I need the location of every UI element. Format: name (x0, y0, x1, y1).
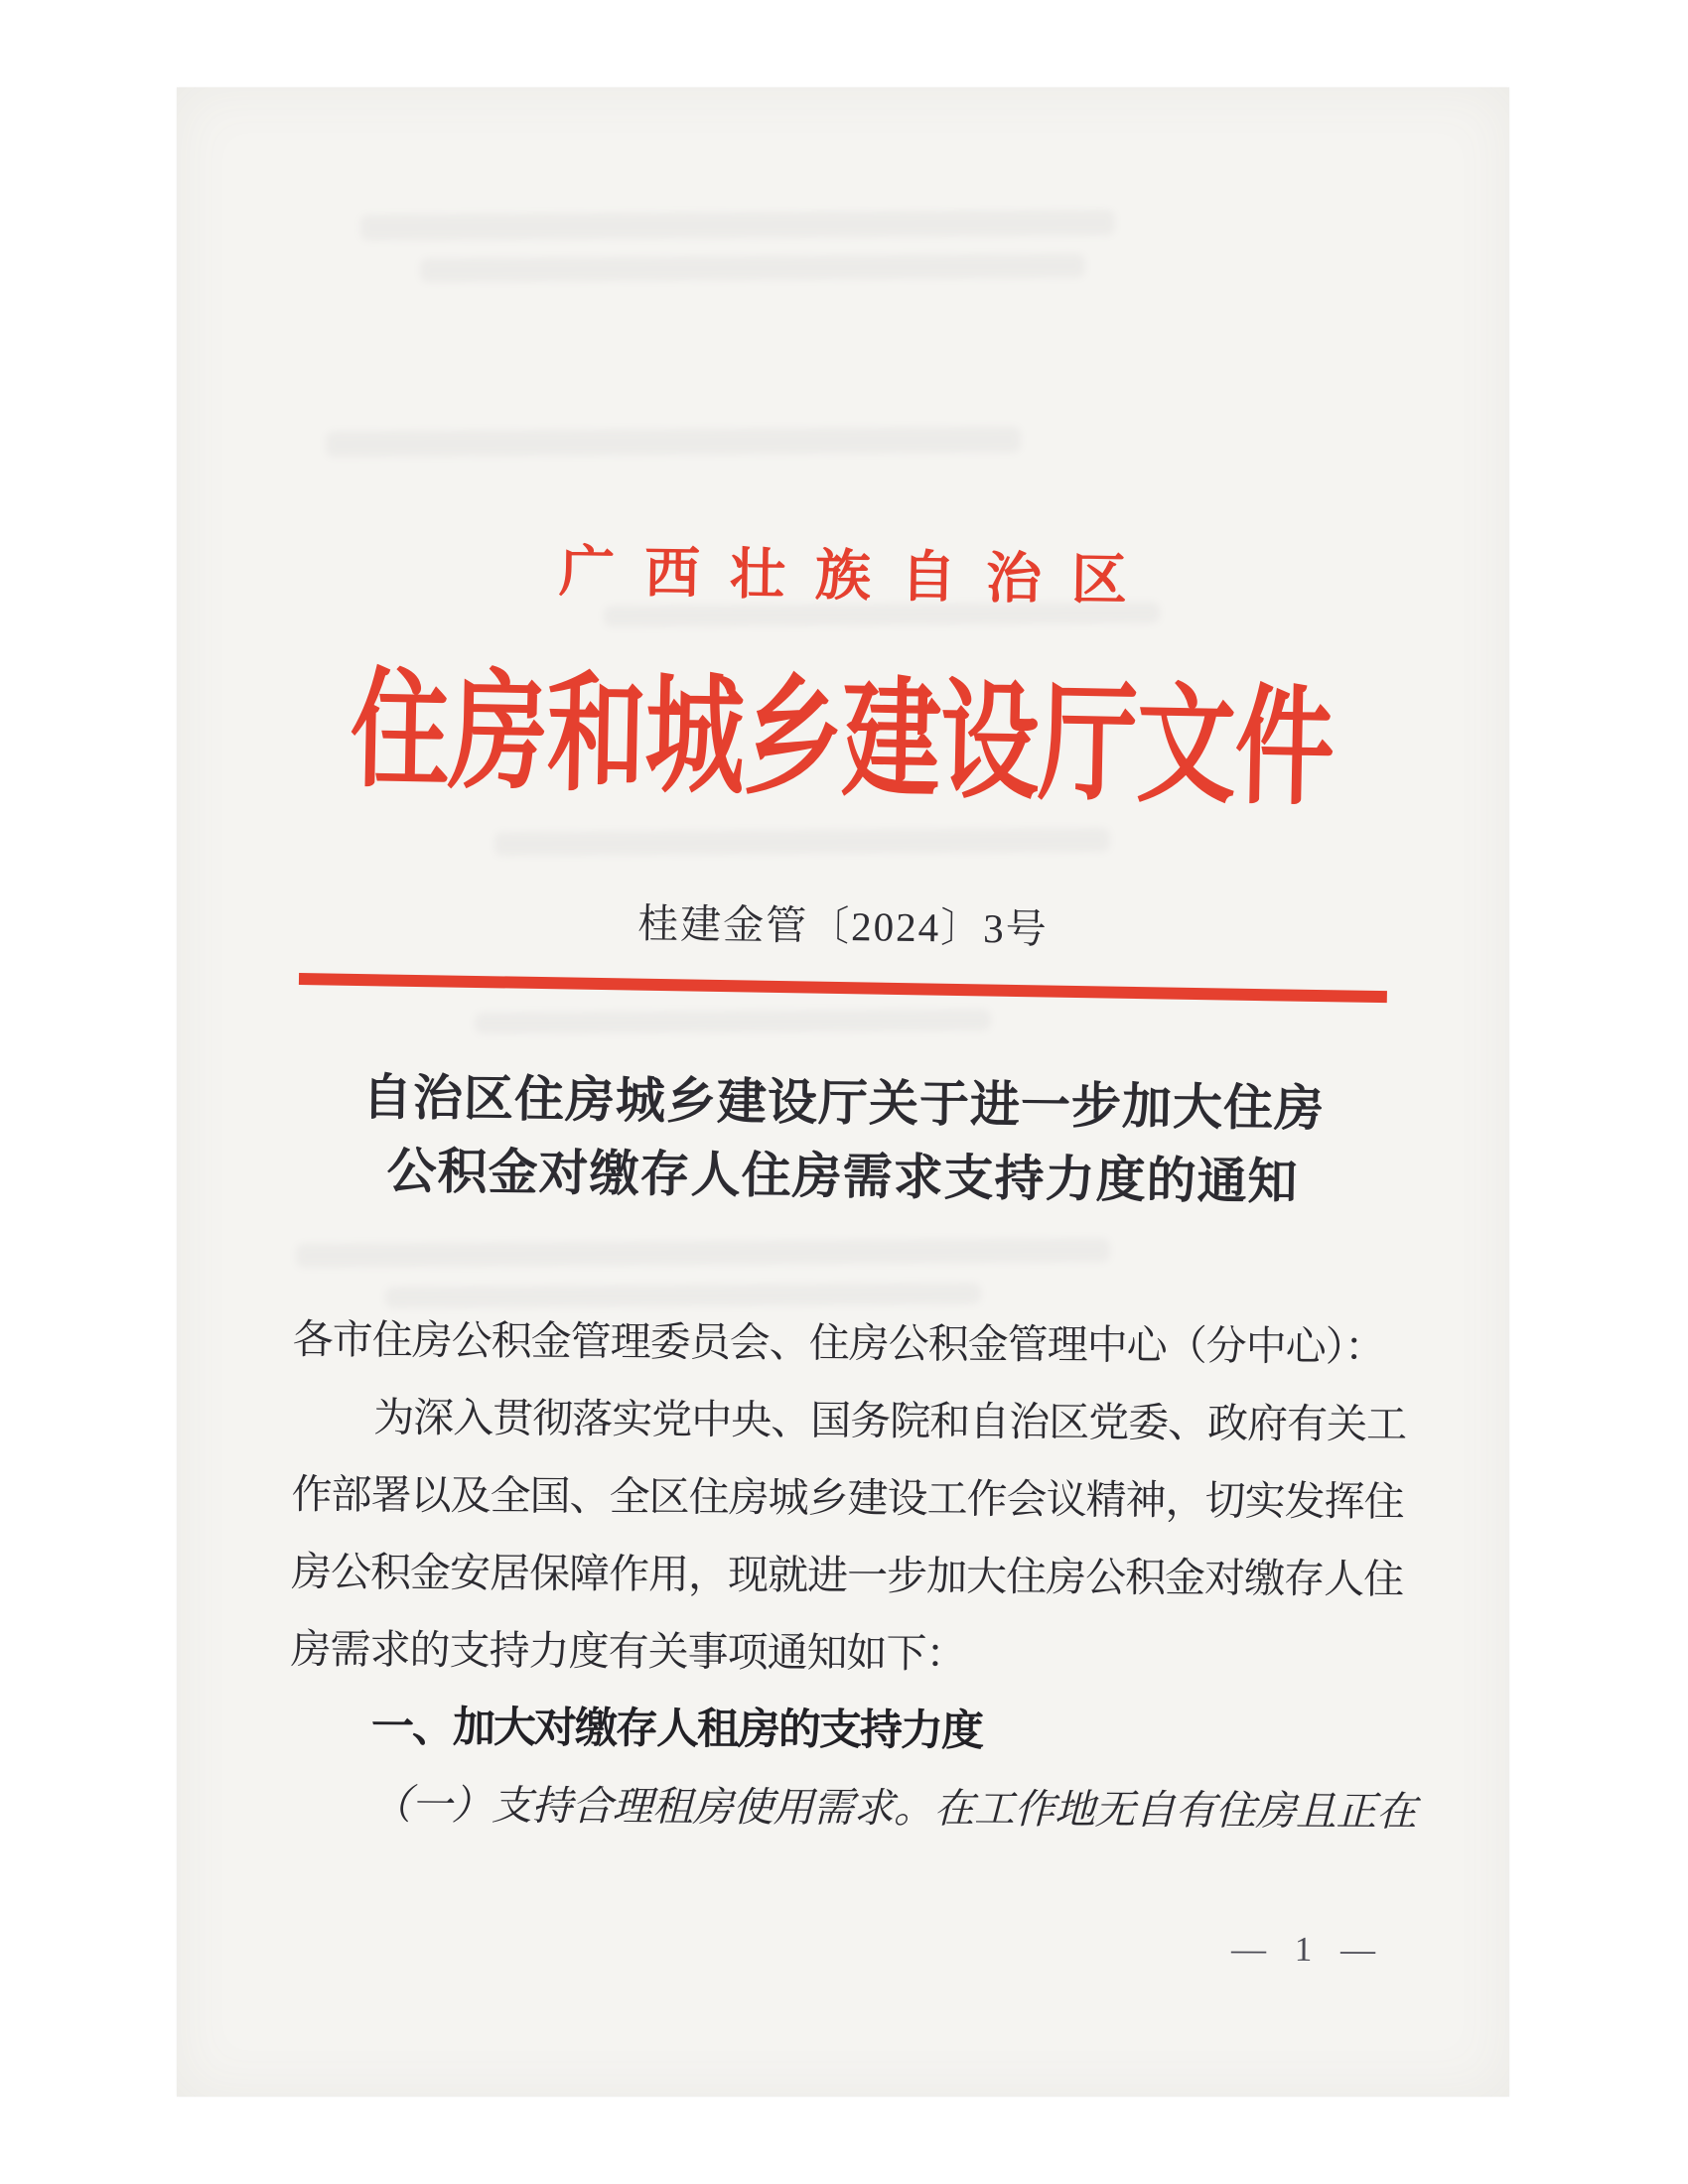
notice-body (289, 1300, 1425, 1850)
bleedthrough-artifact (494, 828, 1110, 856)
body-line: 为深入贯彻落实党中央、国务院和自治区党委、政府有关工 (373, 1394, 1407, 1447)
bleedthrough-artifact (296, 1238, 1110, 1268)
scanned-document-page (177, 87, 1509, 2097)
issuing-region-name: 广西壮族自治区 (558, 541, 1158, 613)
document-reference-number: 桂建金管〔2024〕3号 (636, 900, 1050, 952)
bleedthrough-artifact (475, 1009, 991, 1034)
body-line: 房公积金安居保障作用，现就进一步加大住房公积金对缴存人住 (290, 1548, 1404, 1602)
document-letterhead-title: 住房和城乡建设厅文件 (349, 658, 1336, 822)
letterhead-divider-rule (299, 973, 1387, 1003)
section-heading: 一、加大对缴存人租房的支持力度 (370, 1703, 983, 1755)
bleedthrough-artifact (420, 254, 1085, 283)
bleedthrough-artifact (360, 209, 1115, 240)
page-number: — 1 — (1230, 1929, 1386, 1970)
subsection-opening-line: （一）支持合理租房使用需求。在工作地无自有住房且正在 (370, 1781, 1417, 1835)
notice-title-line2: 公积金对缴存人住房需求支持力度的通知 (386, 1143, 1299, 1210)
bleedthrough-artifact (326, 427, 1021, 458)
notice-title (176, 1058, 1510, 1221)
notice-title-line1: 自治区住房城乡建设厅关于进一步加大住房 (361, 1069, 1326, 1137)
salutation-line: 各市住房公积金管理委员会、住房公积金管理中心（分中心）： (292, 1315, 1385, 1370)
body-line: 作部署以及全国、全区住房城乡建设工作会议精神，切实发挥住 (291, 1470, 1404, 1525)
body-line: 房需求的支持力度有关事项通知如下： (290, 1625, 966, 1677)
